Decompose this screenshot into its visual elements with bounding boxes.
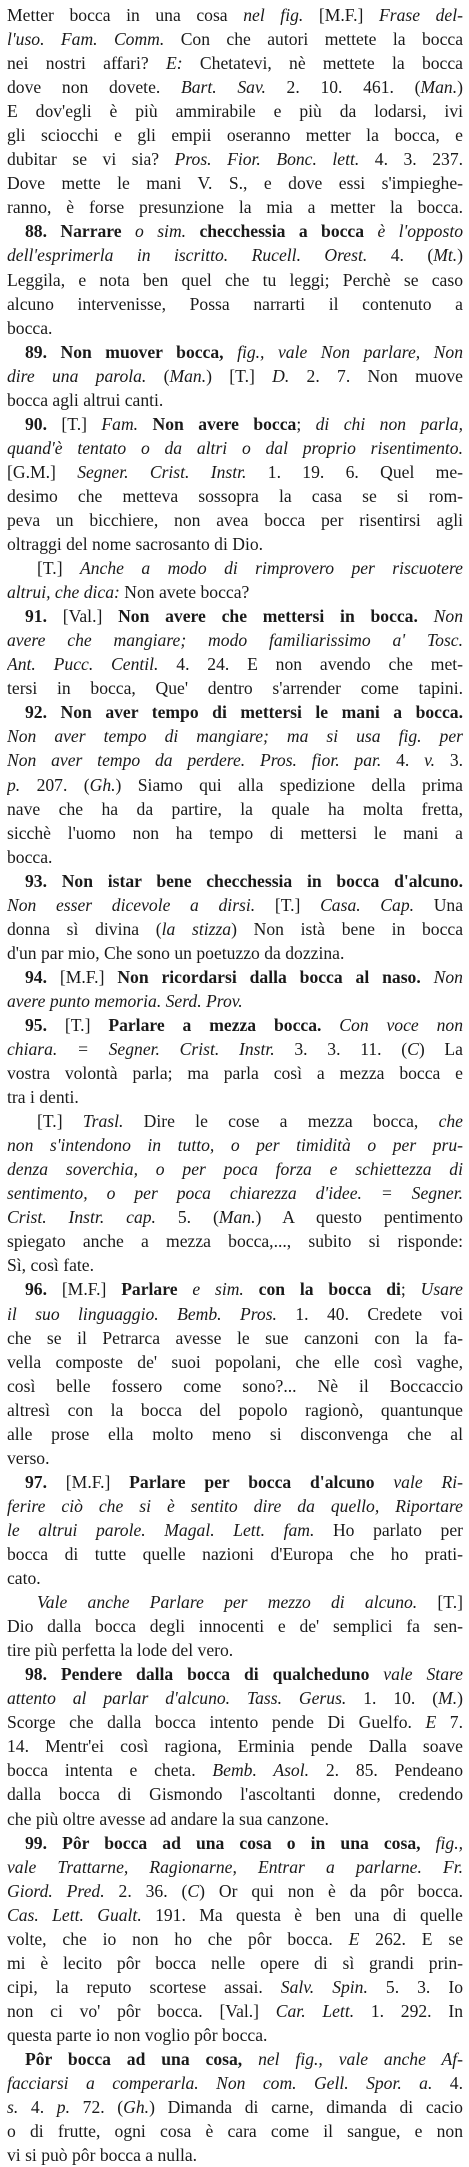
text-line: 98. Pendere dalla bocca di qualcheduno vale Stare	[25, 1664, 463, 1685]
text-line: Pôr bocca ad una cosa, nel fig., vale anche Af-	[25, 2048, 463, 2069]
text-line: 96. [M.F.] Parlare e sim. con la bocca di; Usare	[25, 1279, 463, 1300]
text-line: avere punto memoria. Serd. Prov.	[7, 990, 243, 1011]
text-line: 93. Non istar bene checchessia in bocca d'alcuno.	[25, 870, 463, 891]
text-line: attento al parlar d'alcuno. Tass. Gerus. 1. 10. (M.)	[7, 1688, 463, 1709]
text-line: o di frutte, ogni cosa è cara come il sangue, e non	[7, 2121, 463, 2142]
text-line: s. 4. p. 72. (Gh.) Dimanda di carne, dimanda di cacio	[7, 2097, 463, 2118]
text-line: [T.] Anche a modo di rimprovero per riscuotere	[37, 558, 463, 579]
text-line: volte, che io non ho che pôr bocca. E 262. E se	[7, 1928, 463, 1949]
text-line: non ci vo' pôr bocca. [Val.] Car. Lett. 1. 292. In	[7, 2000, 463, 2021]
text-line: alcuno intervenisse, Possa narrarti il contenuto a	[7, 293, 463, 314]
text-line: E dov'egli è più ammirabile e più da lodarsi, ivi	[7, 101, 463, 122]
text-line: dire una parola. (Man.) [T.] D. 2. 7. Non muove	[7, 365, 463, 386]
text-line: 91. [Val.] Non avere che mettersi in bocca. Non	[25, 606, 463, 627]
text-line: dell'esprimerla in iscritto. Rucell. Orest. 4. (Mt.)	[7, 245, 463, 266]
text-line: l'uso. Fam. Comm. Con che autori mettete la bocca	[7, 29, 463, 50]
text-line: 90. [T.] Fam. Non avere bocca; di chi non parla,	[25, 413, 463, 434]
text-line: tire più perfetta la lode del vero.	[7, 1640, 234, 1661]
text-line: vi si può pôr bocca a nulla.	[7, 2145, 198, 2166]
text-line: dove non dovete. Bart. Sav. 2. 10. 461. (Man.)	[7, 77, 463, 98]
text-line: Leggila, e nota ben quel che tu leggi; Perchè se caso	[7, 269, 463, 290]
text-line: bocca.	[7, 846, 53, 867]
text-line: Cas. Lett. Gualt. 191. Ma questa è ben una di quelle	[7, 1904, 463, 1925]
text-line: chiara. = Segner. Crist. Instr. 3. 3. 11. (C) La	[7, 1039, 463, 1060]
text-line: nave che ha da partire, la quale ha molta fretta,	[7, 798, 463, 819]
text-line: spiegato anche a mezza bocca,..., subito si risponde:	[7, 1231, 463, 1252]
text-line: sentimento, o per poca chiarezza d'idee. = Segner.	[7, 1183, 463, 1204]
text-line: facciarsi a comperarla. Non com. Gell. Spor. a. 4.	[7, 2073, 463, 2094]
text-line: nei nostri affari? E: Chetatevi, nè mettete la bocca	[7, 53, 463, 74]
text-line: tersi in bocca, Que' dentro s'arrender come tapini.	[7, 678, 463, 699]
text-line: Scorge che dalla bocca intento pende Di Guelfo. E 7.	[7, 1712, 463, 1733]
text-line: [G.M.] Segner. Crist. Instr. 1. 19. 6. Quel me-	[7, 461, 463, 482]
text-line: 97. [M.F.] Parlare per bocca d'alcuno vale Ri-	[25, 1471, 463, 1492]
text-line: Non aver tempo da perdere. Pros. fior. par. 4. v. 3.	[7, 750, 463, 771]
text-line: il suo linguaggio. Bemb. Pros. 1. 40. Credete voi	[7, 1303, 463, 1324]
text-line: Sì, così fate.	[7, 1255, 94, 1276]
text-line: Dove mette le mani V. S., e dove essi s'impieghe-	[7, 173, 463, 194]
text-line: Ant. Pucc. Centil. 4. 24. E non avendo che met-	[7, 654, 463, 675]
text-line: 88. Narrare o sim. checchessia a bocca è l'opposto	[25, 221, 463, 242]
text-line: Giord. Pred. 2. 36. (C) Or qui non è da pôr bocca.	[7, 1880, 463, 1901]
text-line: Non esser dicevole a dirsi. [T.] Casa. Cap. Una	[7, 894, 463, 915]
text-line: tra i denti.	[7, 1087, 79, 1108]
text-line: altrui, che dica: Non avete bocca?	[7, 582, 250, 603]
text-line: mi è lecito pôr bocca nelle opere di sì grandi prin-	[7, 1952, 463, 1973]
text-line: quand'è tentato o da altri o dal proprio risentimento.	[7, 437, 463, 458]
text-line: che più oltre avesse ad andare la sua canzone.	[7, 1808, 329, 1829]
text-line: Crist. Instr. cap. 5. (Man.) A questo pentimento	[7, 1207, 463, 1228]
text-line: gli sciocchi e gli empii oseranno metter la bocca, e	[7, 125, 463, 146]
text-line: questa parte io non voglio pôr bocca.	[7, 2024, 268, 2045]
text-line: bocca intenta e cheta. Bemb. Asol. 2. 85. Pendeano	[7, 1760, 463, 1781]
text-line: cipi, la reputo scortese assai. Salv. Spin. 5. 3. Io	[7, 1976, 463, 1997]
text-line: dubitar se vi sia? Pros. Fior. Bonc. lett. 4. 3. 237.	[7, 149, 463, 170]
text-line: non s'intendono in tutto, o per timidità o per pru-	[7, 1135, 463, 1156]
text-line: vostra volontà parla; ma parla così a mezza bocca e	[7, 1063, 463, 1084]
text-line: così belle fossero come sono?... Nè il Boccaccio	[7, 1375, 463, 1396]
text-line: desimo che metteva sossopra la casa se si rom-	[7, 485, 463, 506]
text-line: sicchè l'uomo non ha tempo di mettersi le mani a	[7, 822, 463, 843]
text-line: vale Trattarne, Ragionarne, Entrar a parlarne. Fr.	[7, 1856, 463, 1877]
text-line: 14. Mentr'ei così ragiona, Erminia pende Dalla soave	[7, 1736, 463, 1757]
text-line: denza soverchia, o per poca forza e schiettezza di	[7, 1159, 463, 1180]
text-line: Dio dalla bocca degli innocenti e de' semplici fa sen-	[7, 1616, 463, 1637]
text-line: 92. Non aver tempo di mettersi le mani a bocca.	[25, 702, 463, 723]
text-line: vella composte de' suoi popolani, che elle così vaghe,	[7, 1351, 463, 1372]
text-line: ranno, è forse presunzione la mia a metter la bocca.	[7, 197, 463, 218]
text-line: 95. [T.] Parlare a mezza bocca. Con voce non	[25, 1014, 463, 1035]
text-line: dalla bocca di Gismondo l'ascoltanti donne, credendo	[7, 1784, 463, 1805]
text-line: 89. Non muover bocca, fig., vale Non parlare, Non	[25, 341, 463, 362]
text-line: avere che mangiare; modo familiarissimo a' Tosc.	[7, 630, 463, 651]
text-line: 94. [M.F.] Non ricordarsi dalla bocca al naso. Non	[25, 966, 463, 987]
text-line: bocca agli altrui canti.	[7, 389, 164, 410]
text-line: altresì con la bocca del popolo ragionò, quantunque	[7, 1399, 463, 1420]
text-line: che se il Petrarca avesse le sue canzoni con la fa-	[7, 1327, 463, 1348]
text-line: peva un bicchiere, non avea bocca per risentirsi agli	[7, 509, 463, 530]
text-line: p. 207. (Gh.) Siamo qui alla spedizione della prima	[7, 774, 463, 795]
text-line: cato.	[7, 1568, 41, 1589]
text-line: 99. Pôr bocca ad una cosa o in una cosa, fig.,	[25, 1832, 463, 1853]
text-line: [T.] Trasl. Dire le cose a mezza bocca, che	[37, 1111, 463, 1132]
text-line: oltraggi del nome sacrosanto di Dio.	[7, 534, 264, 555]
text-line: verso.	[7, 1447, 50, 1468]
text-line: Non aver tempo di mangiare; ma si usa fig. per	[7, 726, 463, 747]
text-line: bocca di tutte quelle nazioni d'Europa che ho prati-	[7, 1544, 463, 1564]
text-line: Vale anche Parlare per mezzo di alcuno. [T.]	[37, 1592, 463, 1613]
text-line: donna sì divina (la stizza) Non istà bene in bocca	[7, 918, 463, 939]
text-line: le altrui parole. Magal. Lett. fam. Ho parlato per	[7, 1519, 463, 1540]
text-line: alle prose ella molto meno si disconvenga che al	[7, 1423, 463, 1444]
text-line: d'un par mio, Che sono un poetuzzo da dozzina.	[7, 942, 345, 963]
text-line: bocca.	[7, 317, 53, 338]
text-line: ferire ciò che si è sentito dire da quello, Riportare	[7, 1495, 463, 1516]
text-line: Metter bocca in una cosa nel fig. [M.F.] Frase del-	[7, 5, 463, 25]
